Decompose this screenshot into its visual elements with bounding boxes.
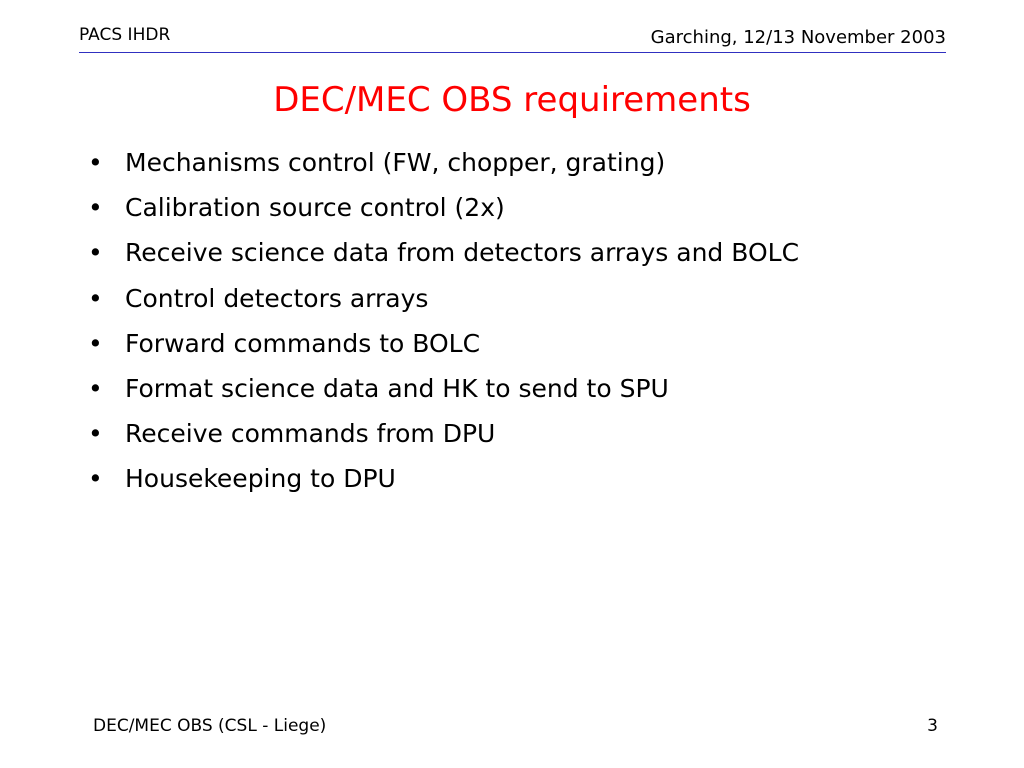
list-item-text: Receive science data from detectors arrays and BOLC bbox=[125, 238, 800, 268]
bullet-icon: • bbox=[88, 238, 103, 268]
bullet-icon: • bbox=[88, 148, 103, 177]
bullet-icon: • bbox=[88, 419, 103, 449]
page-number: 3 bbox=[927, 716, 938, 736]
bullet-icon: • bbox=[88, 193, 103, 223]
list-item-text: Forward commands to BOLC bbox=[125, 328, 481, 358]
slide-title: DEC/MEC OBS requirements bbox=[273, 80, 751, 120]
list-item-text: Control detectors arrays bbox=[125, 283, 429, 313]
list-item-text: Calibration source control (2x) bbox=[125, 193, 505, 223]
list-item-text: Housekeeping to DPU bbox=[125, 464, 396, 494]
header-divider bbox=[79, 52, 946, 53]
bullet-icon: • bbox=[88, 373, 103, 403]
header-project-name: PACS IHDR bbox=[79, 25, 171, 45]
bullet-icon: • bbox=[88, 328, 103, 358]
bullet-icon: • bbox=[88, 464, 103, 494]
list-item-text: Receive commands from DPU bbox=[125, 419, 496, 449]
header-meeting-info: Garching, 12/13 November 2003 bbox=[650, 27, 946, 48]
bullet-icon: • bbox=[88, 283, 103, 313]
list-item-text: Mechanisms control (FW, chopper, grating) bbox=[125, 148, 666, 177]
footer-presentation-name: DEC/MEC OBS (CSL - Liege) bbox=[93, 716, 327, 736]
list-item-text: Format science data and HK to send to SPU bbox=[125, 373, 669, 403]
